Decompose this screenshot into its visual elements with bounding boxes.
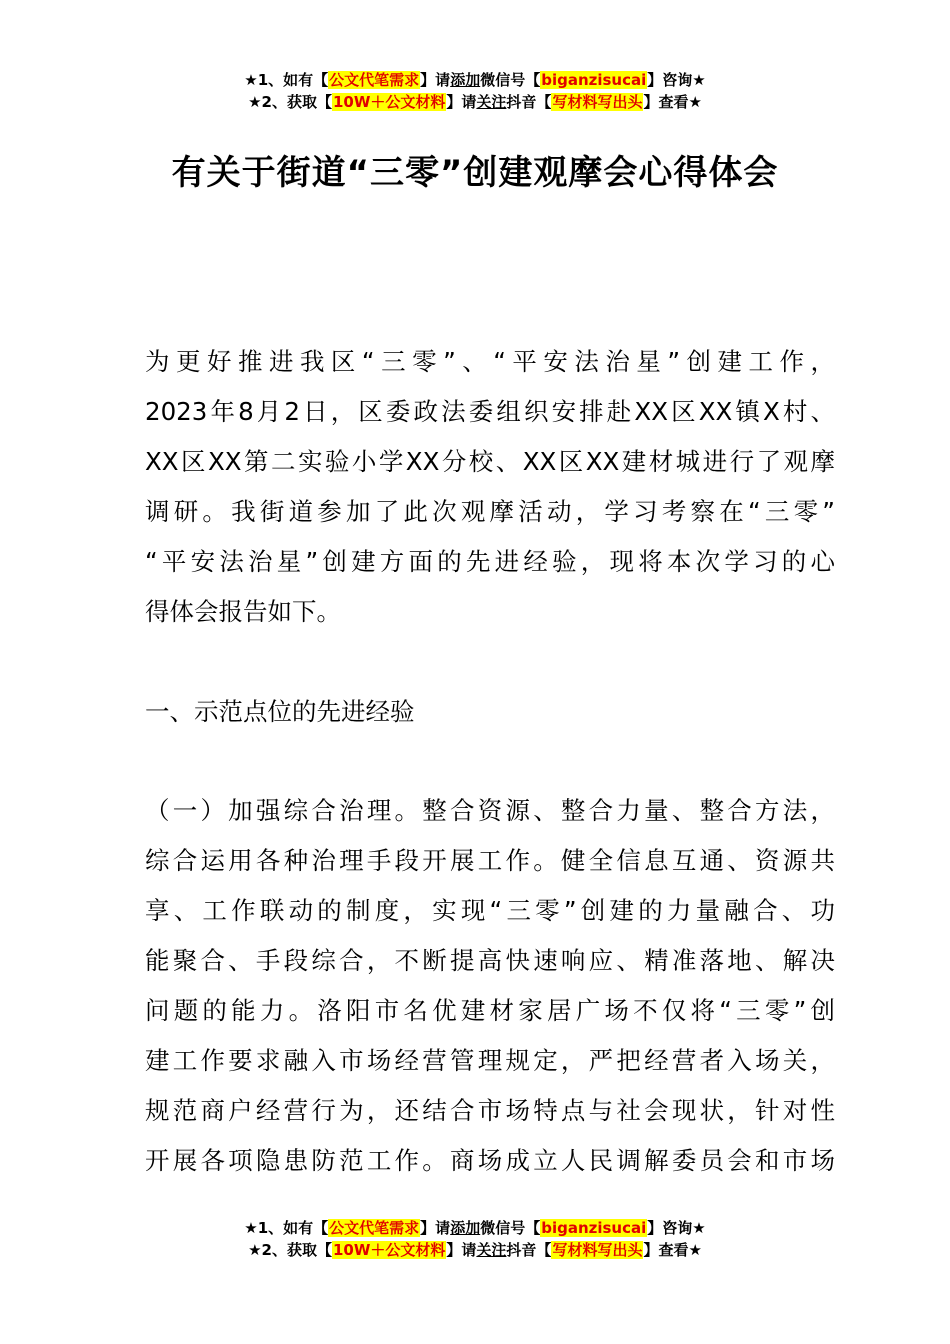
heading-text: 一、示范点位的先进经验	[145, 697, 415, 726]
banner-text: 】请	[446, 93, 477, 111]
paragraph-line: 为更好推进我区“三零”、“平安法治星”创建工作，	[145, 347, 835, 376]
banner-highlight: 公文代笔需求	[329, 1219, 420, 1237]
banner-text: ★1、如有【	[244, 1219, 329, 1237]
paragraph-line: 得体会报告如下。	[145, 597, 341, 626]
paragraph-line: “平安法治星”创建方面的先进经验，现将本次学习的心	[145, 547, 835, 576]
paragraph-line: XX区XX第二实验小学XX分校、XX区XX建材城进行了观摩	[145, 447, 835, 476]
banner-line-2	[0, 91, 950, 113]
banner-underlined: 添加	[450, 71, 481, 89]
banner-underlined: 添加	[450, 1219, 481, 1237]
paragraph-line: 享、工作联动的制度，实现“三零”创建的力量融合、功	[145, 896, 835, 925]
header-banner	[0, 69, 950, 113]
section-heading	[145, 687, 835, 737]
banner-text: 微信号【	[480, 71, 541, 89]
paragraph-line: 能聚合、手段综合，不断提高快速响应、精准落地、解决	[145, 946, 835, 975]
banner-text: 抖音【	[506, 1241, 552, 1259]
banner-line-2	[0, 1239, 950, 1261]
paragraph-line: 综合运用各种治理手段开展工作。健全信息互通、资源共	[145, 846, 835, 875]
banner-underlined: 关注	[476, 93, 507, 111]
banner-text: 】请	[420, 71, 451, 89]
banner-highlight: biganzisucai	[541, 71, 647, 89]
banner-underlined: 关注	[476, 1241, 507, 1259]
banner-highlight: 10W＋公文材料	[332, 93, 446, 111]
banner-highlight: 10W＋公文材料	[332, 1241, 446, 1259]
document-title: 有关于街道“三零”创建观摩会心得体会	[171, 153, 779, 193]
banner-line-1	[0, 1217, 950, 1239]
banner-highlight: 写材料写出头	[552, 1241, 643, 1259]
paragraph-line: 建工作要求融入市场经营管理规定，严把经营者入场关，	[145, 1046, 835, 1075]
paragraph-line: 2023年8月2日，区委政法委组织安排赴XX区XX镇X村、	[145, 397, 835, 426]
banner-text: ★2、获取【	[248, 1241, 332, 1259]
banner-line-1	[0, 69, 950, 91]
paragraph-line: 开展各项隐患防范工作。商场成立人民调解委员会和市场	[145, 1146, 835, 1175]
banner-text: 】咨询★	[647, 71, 706, 89]
banner-text: 】请	[446, 1241, 477, 1259]
banner-text: ★2、获取【	[248, 93, 332, 111]
banner-highlight: biganzisucai	[541, 1219, 647, 1237]
paragraph-line: 规范商户经营行为，还结合市场特点与社会现状，针对性	[145, 1096, 835, 1125]
section-paragraph	[145, 786, 835, 1186]
intro-paragraph	[145, 337, 835, 637]
banner-text: 微信号【	[480, 1219, 541, 1237]
banner-text: 】查看★	[643, 1241, 702, 1259]
banner-text: 】咨询★	[647, 1219, 706, 1237]
paragraph-line: （一）加强综合治理。整合资源、整合力量、整合方法，	[145, 796, 835, 825]
banner-text: 抖音【	[506, 93, 552, 111]
paragraph-line: 问题的能力。洛阳市名优建材家居广场不仅将“三零”创	[145, 996, 835, 1025]
banner-text: ★1、如有【	[244, 71, 329, 89]
banner-text: 】请	[420, 1219, 451, 1237]
footer-banner	[0, 1217, 950, 1261]
banner-text: 】查看★	[643, 93, 702, 111]
paragraph-line: 调研。我街道参加了此次观摩活动，学习考察在“三零”	[145, 497, 835, 526]
banner-highlight: 公文代笔需求	[329, 71, 420, 89]
banner-highlight: 写材料写出头	[552, 93, 643, 111]
